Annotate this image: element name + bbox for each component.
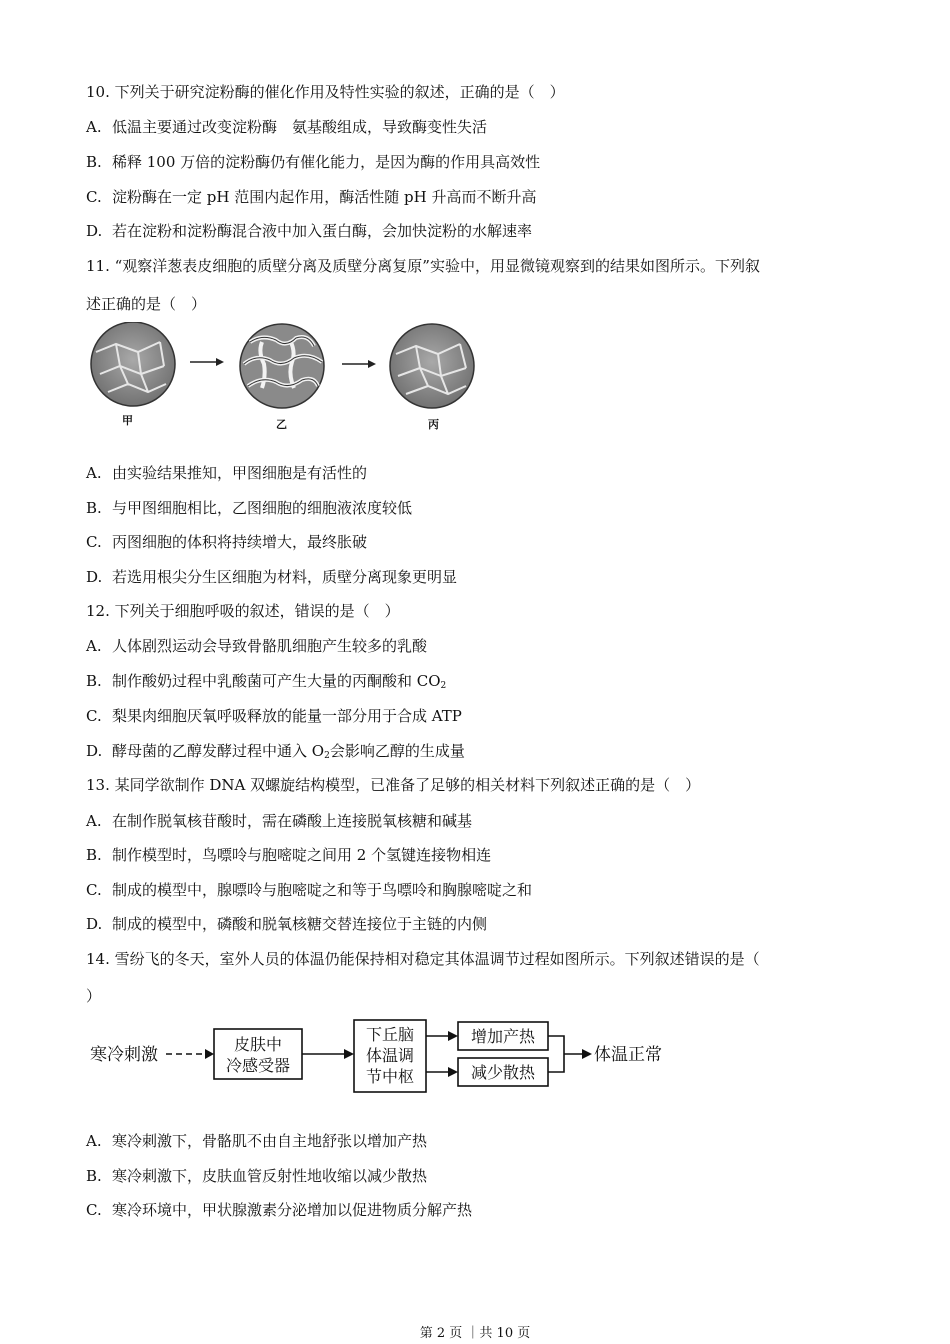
q13-option-d: D. 制成的模型中，磷酸和脱氧核糖交替连接位于主链的内侧 [86, 915, 488, 933]
center-line-3: 节中枢 [365, 1067, 415, 1086]
q11-option-b: B. 与甲图细胞相比，乙图细胞的细胞液浓度较低 [86, 499, 413, 517]
center-line-2: 体温调 [365, 1046, 415, 1065]
receptor-line-1: 皮肤中 [233, 1035, 283, 1054]
q10-option-a: A. 低温主要通过改变淀粉酶 氨基酸组成，导致酶变性失活 [86, 118, 488, 136]
q12-option-b: B. 制作酸奶过程中乳酸菌可产生大量的丙酮酸和 $CO_2$ [86, 672, 447, 691]
center-line-1: 下丘脑 [365, 1025, 415, 1044]
q13-option-a: A. 在制作脱氧核苷酸时，需在磷酸上连接脱氧核糖和碱基 [86, 812, 473, 830]
q10-option-d: D. 若在淀粉和淀粉酶混合液中加入蛋白酶，会加快淀粉的水解速率 [86, 222, 533, 240]
q10-option-c: C. 淀粉酶在一定 pH 范围内起作用，酶活性随 pH 升高而不断升高 [86, 188, 537, 206]
q14-option-b: B. 寒冷刺激下，皮肤血管反射性地收缩以减少散热 [86, 1167, 428, 1185]
question-11-stem: 11. “观察洋葱表皮细胞的质壁分离及质壁分离复原”实验中，用显微镜观察到的结果如图所示。下列叙 [86, 257, 760, 275]
q10-option-b: B. 稀释 100 万倍的淀粉酶仍有催化能力，是因为酶的作用具高效性 [86, 153, 541, 171]
flow-result: 体温正常 [594, 1045, 662, 1065]
q13-option-c: C. 制成的模型中，腺嘌呤与胞嘧啶之和等于鸟嘌呤和胸腺嘧啶之和 [86, 881, 533, 899]
cell-figure-bing [390, 324, 474, 408]
figure-label-bing: 丙 [428, 418, 439, 431]
figure-label-jia: 甲 [122, 414, 133, 427]
q14-option-c: C. 寒冷环境中，甲状腺激素分泌增加以促进物质分解产热 [86, 1201, 473, 1219]
q11-option-c: C. 丙图细胞的体积将持续增大，最终胀破 [86, 533, 368, 551]
flow-effect-2: 减少散热 [470, 1063, 536, 1082]
arrow-icon [190, 358, 224, 366]
q12-option-d: D. 酵母菌的乙醇发酵过程中通入 $O_2$会影响乙醇的生成量 [86, 742, 465, 761]
flow-effect-1: 增加产热 [470, 1027, 536, 1046]
q13-option-b: B. 制作模型时，鸟嘌呤与胞嘧啶之间用 2 个氢键连接物相连 [86, 846, 492, 864]
question-10-stem: 10. 下列关于研究淀粉酶的催化作用及特性实验的叙述，正确的是（ ） [86, 83, 565, 101]
cell-figure-jia [91, 322, 175, 406]
q11-option-d: D. 若选用根尖分生区细胞为材料，质壁分离现象更明显 [86, 568, 458, 586]
receptor-line-2: 冷感受器 [225, 1056, 291, 1075]
q11-option-a: A. 由实验结果推知，甲图细胞是有活性的 [86, 464, 368, 482]
cell-figure-yi [240, 324, 324, 408]
q14-option-a: A. 寒冷刺激下，骨骼肌不由自主地舒张以增加产热 [86, 1132, 428, 1150]
q12-option-c: C. 梨果肉细胞厌氧呼吸释放的能量一部分用于合成 ATP [86, 707, 462, 725]
question-14-stem-cont: ） [86, 987, 102, 1005]
question-14-stem: 14. 雪纷飞的冬天，室外人员的体温仍能保持相对稳定其体温调节过程如图所示。下列叙述错误的是（ [86, 950, 760, 968]
question-11-stem-cont: 述正确的是（ ） [86, 295, 207, 313]
question-13-stem: 13. 某同学欲制作 DNA 双螺旋结构模型，已准备了足够的相关材料下列叙述正确的是（ ） [86, 776, 701, 794]
figure-label-yi: 乙 [276, 418, 287, 431]
flow-stimulus: 寒冷刺激 [90, 1045, 158, 1065]
q12-option-a: A. 人体剧烈运动会导致骨骼肌细胞产生较多的乳酸 [86, 637, 428, 655]
thermoregulation-flowchart [86, 1016, 686, 1096]
arrow-icon [342, 360, 376, 368]
question-12-stem: 12. 下列关于细胞呼吸的叙述，错误的是（ ） [86, 602, 400, 620]
page-footer: 第 2 页 ｜共 10 页 [419, 1326, 531, 1341]
